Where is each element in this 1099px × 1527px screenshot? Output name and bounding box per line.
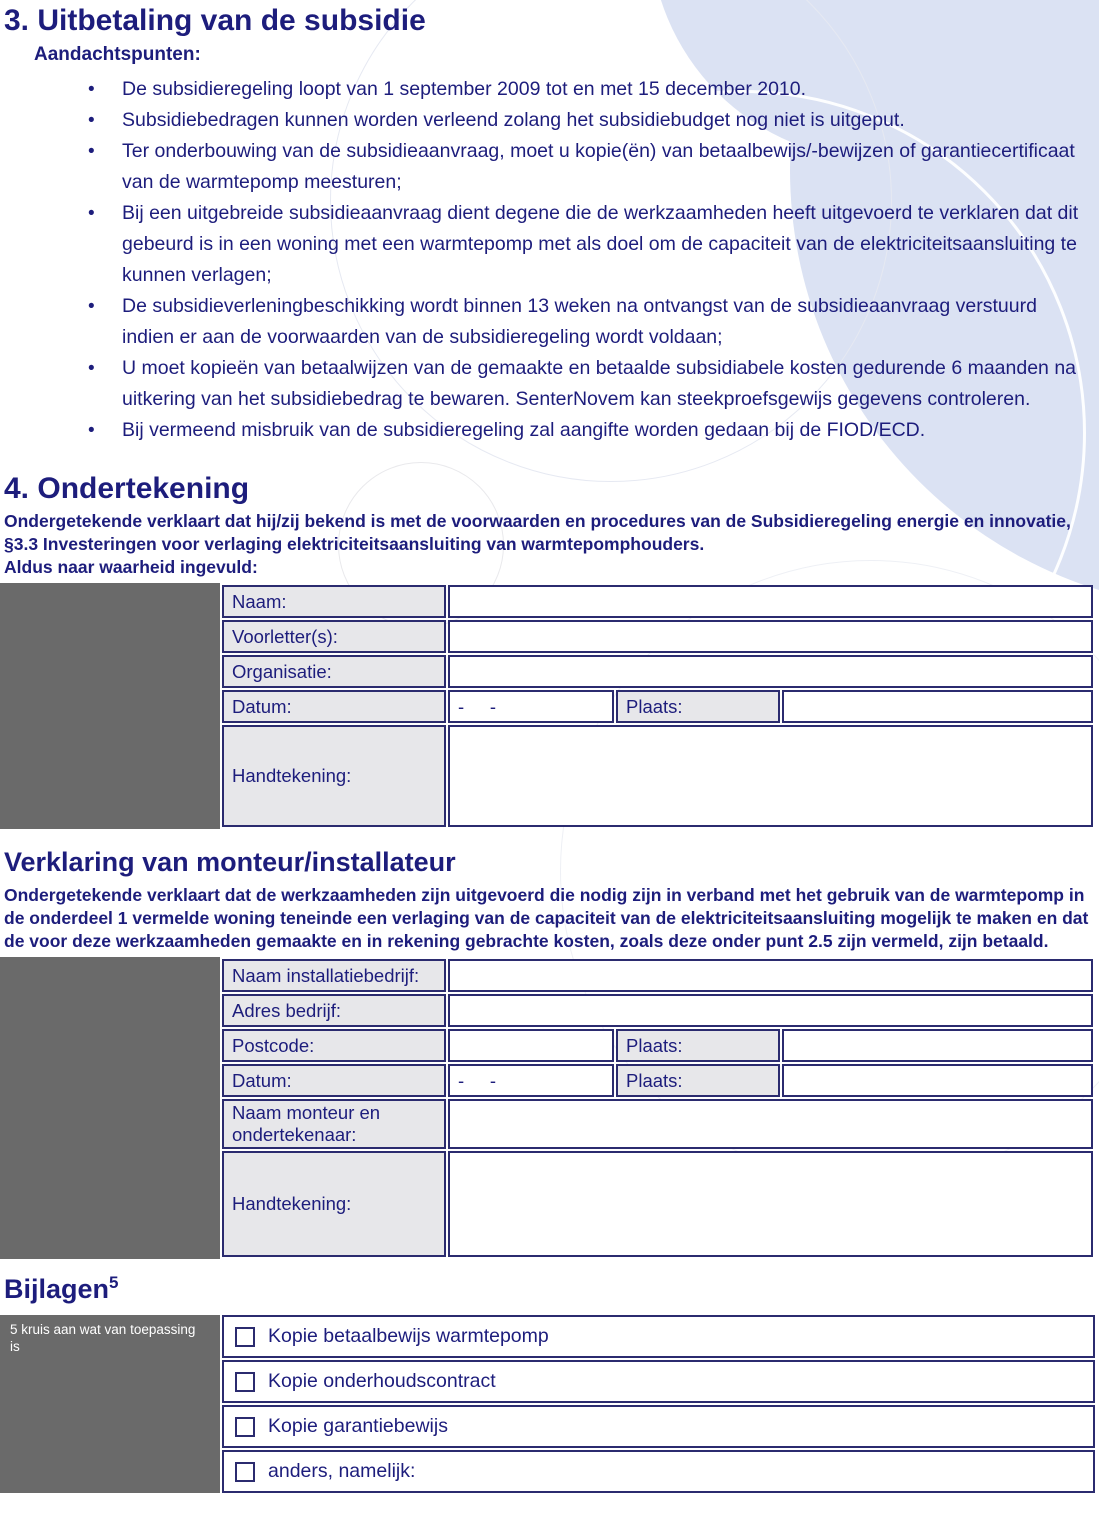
list-item: • De subsidieregeling loopt van 1 september 2009 tot en met 15 december 2010. bbox=[122, 74, 1082, 105]
checkbox-kopie-betaalbewijs[interactable] bbox=[235, 1327, 255, 1347]
plaats-label: Plaats: bbox=[616, 1064, 780, 1097]
list-item: • Bij vermeend misbruik van de subsidieregeling zal aangifte worden gedaan bij de FIOD/ECD. bbox=[122, 415, 1082, 446]
plaats-input[interactable] bbox=[782, 690, 1093, 723]
verklaring-form bbox=[0, 957, 1095, 1259]
postcode-label: Postcode: bbox=[222, 1029, 446, 1062]
datum-input[interactable]: - - bbox=[448, 690, 614, 723]
naam-label: Naam: bbox=[222, 585, 446, 618]
naam-monteur-input[interactable] bbox=[448, 1099, 1093, 1149]
organisatie-label: Organisatie: bbox=[222, 655, 446, 688]
list-item: • Subsidiebedragen kunnen worden verleend zolang het subsidiebudget nog niet is uitgeput. bbox=[122, 105, 1082, 136]
bijlage-row bbox=[222, 1450, 1095, 1493]
bijlagen-heading bbox=[4, 1267, 1099, 1305]
naam-monteur-label: Naam monteur en ondertekenaar: bbox=[222, 1099, 446, 1149]
bijlage-row bbox=[222, 1315, 1095, 1358]
checkbox-kopie-garantiebewijs[interactable] bbox=[235, 1417, 255, 1437]
form-side-panel bbox=[0, 583, 220, 829]
bijlage-label: Kopie onderhoudscontract bbox=[268, 1370, 496, 1392]
aandachtspunten-label: Aandachtspunten: bbox=[34, 44, 201, 65]
list-item: • Bij een uitgebreide subsidieaanvraag dient degene die de werkzaamheden heeft uitgevoerd te verklaren dat dit gebeurd is in een woning met een warmtepomp met als doel om de capaciteit van de elektriciteitsaansluiting te kunnen verlagen; bbox=[122, 198, 1082, 291]
bijlage-label: Kopie garantiebewijs bbox=[268, 1415, 448, 1437]
handtekening-label: Handtekening: bbox=[222, 1151, 446, 1257]
ondertekening-table bbox=[220, 583, 1095, 829]
bijlage-label: anders, namelijk: bbox=[268, 1460, 416, 1482]
handtekening-signature-area[interactable] bbox=[448, 1151, 1093, 1257]
bijlagen-block bbox=[0, 1315, 1095, 1493]
handtekening-label: Handtekening: bbox=[222, 725, 446, 827]
voorletters-input[interactable] bbox=[448, 620, 1093, 653]
organisatie-input[interactable] bbox=[448, 655, 1093, 688]
plaats-input[interactable] bbox=[782, 1029, 1093, 1062]
section3-heading: 3. Uitbetaling van de subsidie bbox=[4, 4, 426, 37]
checkbox-anders-namelijk[interactable] bbox=[235, 1462, 255, 1482]
plaats-label: Plaats: bbox=[616, 1029, 780, 1062]
naam-input[interactable] bbox=[448, 585, 1093, 618]
checkbox-kopie-onderhoudscontract[interactable] bbox=[235, 1372, 255, 1392]
list-item: • De subsidieverleningbeschikking wordt binnen 13 weken na ontvangst van de subsidieaanvraag verstuurd indien er aan de voorwaarden van de subsidieregeling wordt voldaan; bbox=[122, 291, 1082, 353]
bijlagen-rows bbox=[222, 1315, 1095, 1493]
verklaring-table bbox=[220, 957, 1095, 1259]
section4-heading: 4. Ondertekening bbox=[4, 472, 250, 505]
bijlage-label: Kopie betaalbewijs warmtepomp bbox=[268, 1325, 549, 1347]
list-item: • Ter onderbouwing van de subsidieaanvraag, moet u kopie(ën) van betaalbewijs/-bewijzen of garantiecertificaat van de warmtepomp meesturen; bbox=[122, 136, 1082, 198]
voorletters-label: Voorletter(s): bbox=[222, 620, 446, 653]
datum-label: Datum: bbox=[222, 690, 446, 723]
aandachtspunten-list bbox=[0, 74, 1082, 446]
handtekening-signature-area[interactable] bbox=[448, 725, 1093, 827]
plaats-label: Plaats: bbox=[616, 690, 780, 723]
datum-label: Datum: bbox=[222, 1064, 446, 1097]
naam-installatiebedrijf-input[interactable] bbox=[448, 959, 1093, 992]
bijlagen-heading-text: Bijlagen bbox=[4, 1274, 110, 1304]
list-item: • U moet kopieën van betaalwijzen van de gemaakte en betaalde subsidiabele kosten gedurende 6 maanden na uitkering van het subsidiebedrag te bewaren. SenterNovem kan steekproefsgewijs gegevens controleren. bbox=[122, 353, 1082, 415]
naam-installatiebedrijf-label: Naam installatiebedrijf: bbox=[222, 959, 446, 992]
section4-declaration: Ondergetekende verklaart dat hij/zij bekend is met de voorwaarden en procedures van de Subsidieregeling energie en innovatie, §3.3 Investeringen voor verlaging elektriciteitsaansluiting van warmtepomphouders. bbox=[4, 511, 1071, 554]
bijlage-row bbox=[222, 1360, 1095, 1403]
postcode-input[interactable] bbox=[448, 1029, 614, 1062]
footnote-marker: 5 bbox=[109, 1273, 119, 1292]
ondertekening-form bbox=[0, 583, 1095, 829]
bijlagen-footnote-panel: 5 kruis aan wat van toepassing is bbox=[0, 1315, 220, 1493]
verklaring-declaration: Ondergetekende verklaart dat de werkzaamheden zijn uitgevoerd die nodig zijn in verband met het gebruik van de warmtepomp in de onderdeel 1 vermelde woning teneinde een verlaging van de capaciteit van de elektriciteitsaansluiting mogelijk te maken en dat de voor deze werkzaamheden gemaakte en in rekening gebrachte kosten, zoals deze onder punt 2.5 zijn vermeld, zijn betaald. bbox=[4, 885, 1089, 951]
adres-bedrijf-input[interactable] bbox=[448, 994, 1093, 1027]
form-side-panel bbox=[0, 957, 220, 1259]
sworn-line: Aldus naar waarheid ingevuld: bbox=[4, 557, 258, 577]
bijlage-row bbox=[222, 1405, 1095, 1448]
plaats-input[interactable] bbox=[782, 1064, 1093, 1097]
datum-input[interactable]: - - bbox=[448, 1064, 614, 1097]
adres-bedrijf-label: Adres bedrijf: bbox=[222, 994, 446, 1027]
verklaring-heading: Verklaring van monteur/installateur bbox=[4, 847, 456, 877]
